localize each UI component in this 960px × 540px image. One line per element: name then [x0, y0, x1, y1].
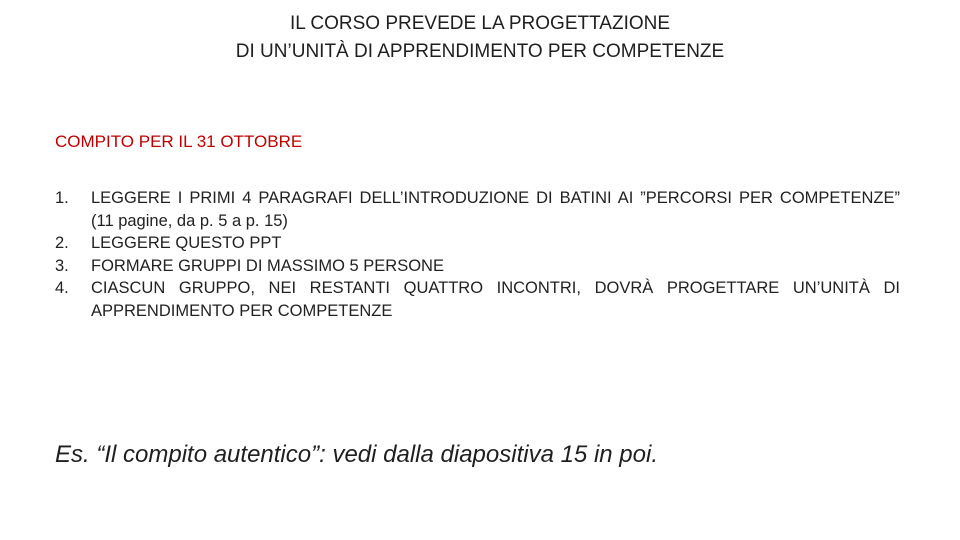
- task-number: 4.: [55, 279, 69, 297]
- task-text: LEGGERE QUESTO PPT: [91, 234, 282, 252]
- example-note: Es. “Il compito autentico”: vedi dalla diapositiva 15 in poi.: [55, 441, 658, 468]
- slide-title: [0, 10, 960, 66]
- task-number: 1.: [55, 189, 69, 207]
- task-number: 3.: [55, 256, 69, 275]
- slide-title-line-2: DI UN’UNITÀ DI APPRENDIMENTO PER COMPETENZE: [235, 41, 725, 62]
- task-heading: COMPITO PER IL 31 OTTOBRE: [55, 132, 303, 151]
- task-list: [55, 187, 900, 322]
- task-number: 2.: [55, 234, 69, 252]
- task-text: CIASCUN GRUPPO, NEI RESTANTI QUATTRO INCONTRI, DOVRÀ PROGETTARE UN’UNITÀ DI APPRENDIMENTO PER COMPETENZE: [91, 279, 900, 320]
- task-item-4: [55, 277, 900, 322]
- task-item-2: [55, 232, 900, 255]
- task-text: FORMARE GRUPPI DI MASSIMO 5 PERSONE: [91, 256, 444, 275]
- slide-title-line-1: IL CORSO PREVEDE LA PROGETTAZIONE: [289, 13, 671, 34]
- task-item-1: [55, 187, 900, 232]
- task-item-3: [55, 255, 900, 278]
- task-text: LEGGERE I PRIMI 4 PARAGRAFI DELL’INTRODUZIONE DI BATINI AI ”PERCORSI PER COMPETENZE” (11 pagine, da p. 5 a p. 15): [91, 189, 900, 230]
